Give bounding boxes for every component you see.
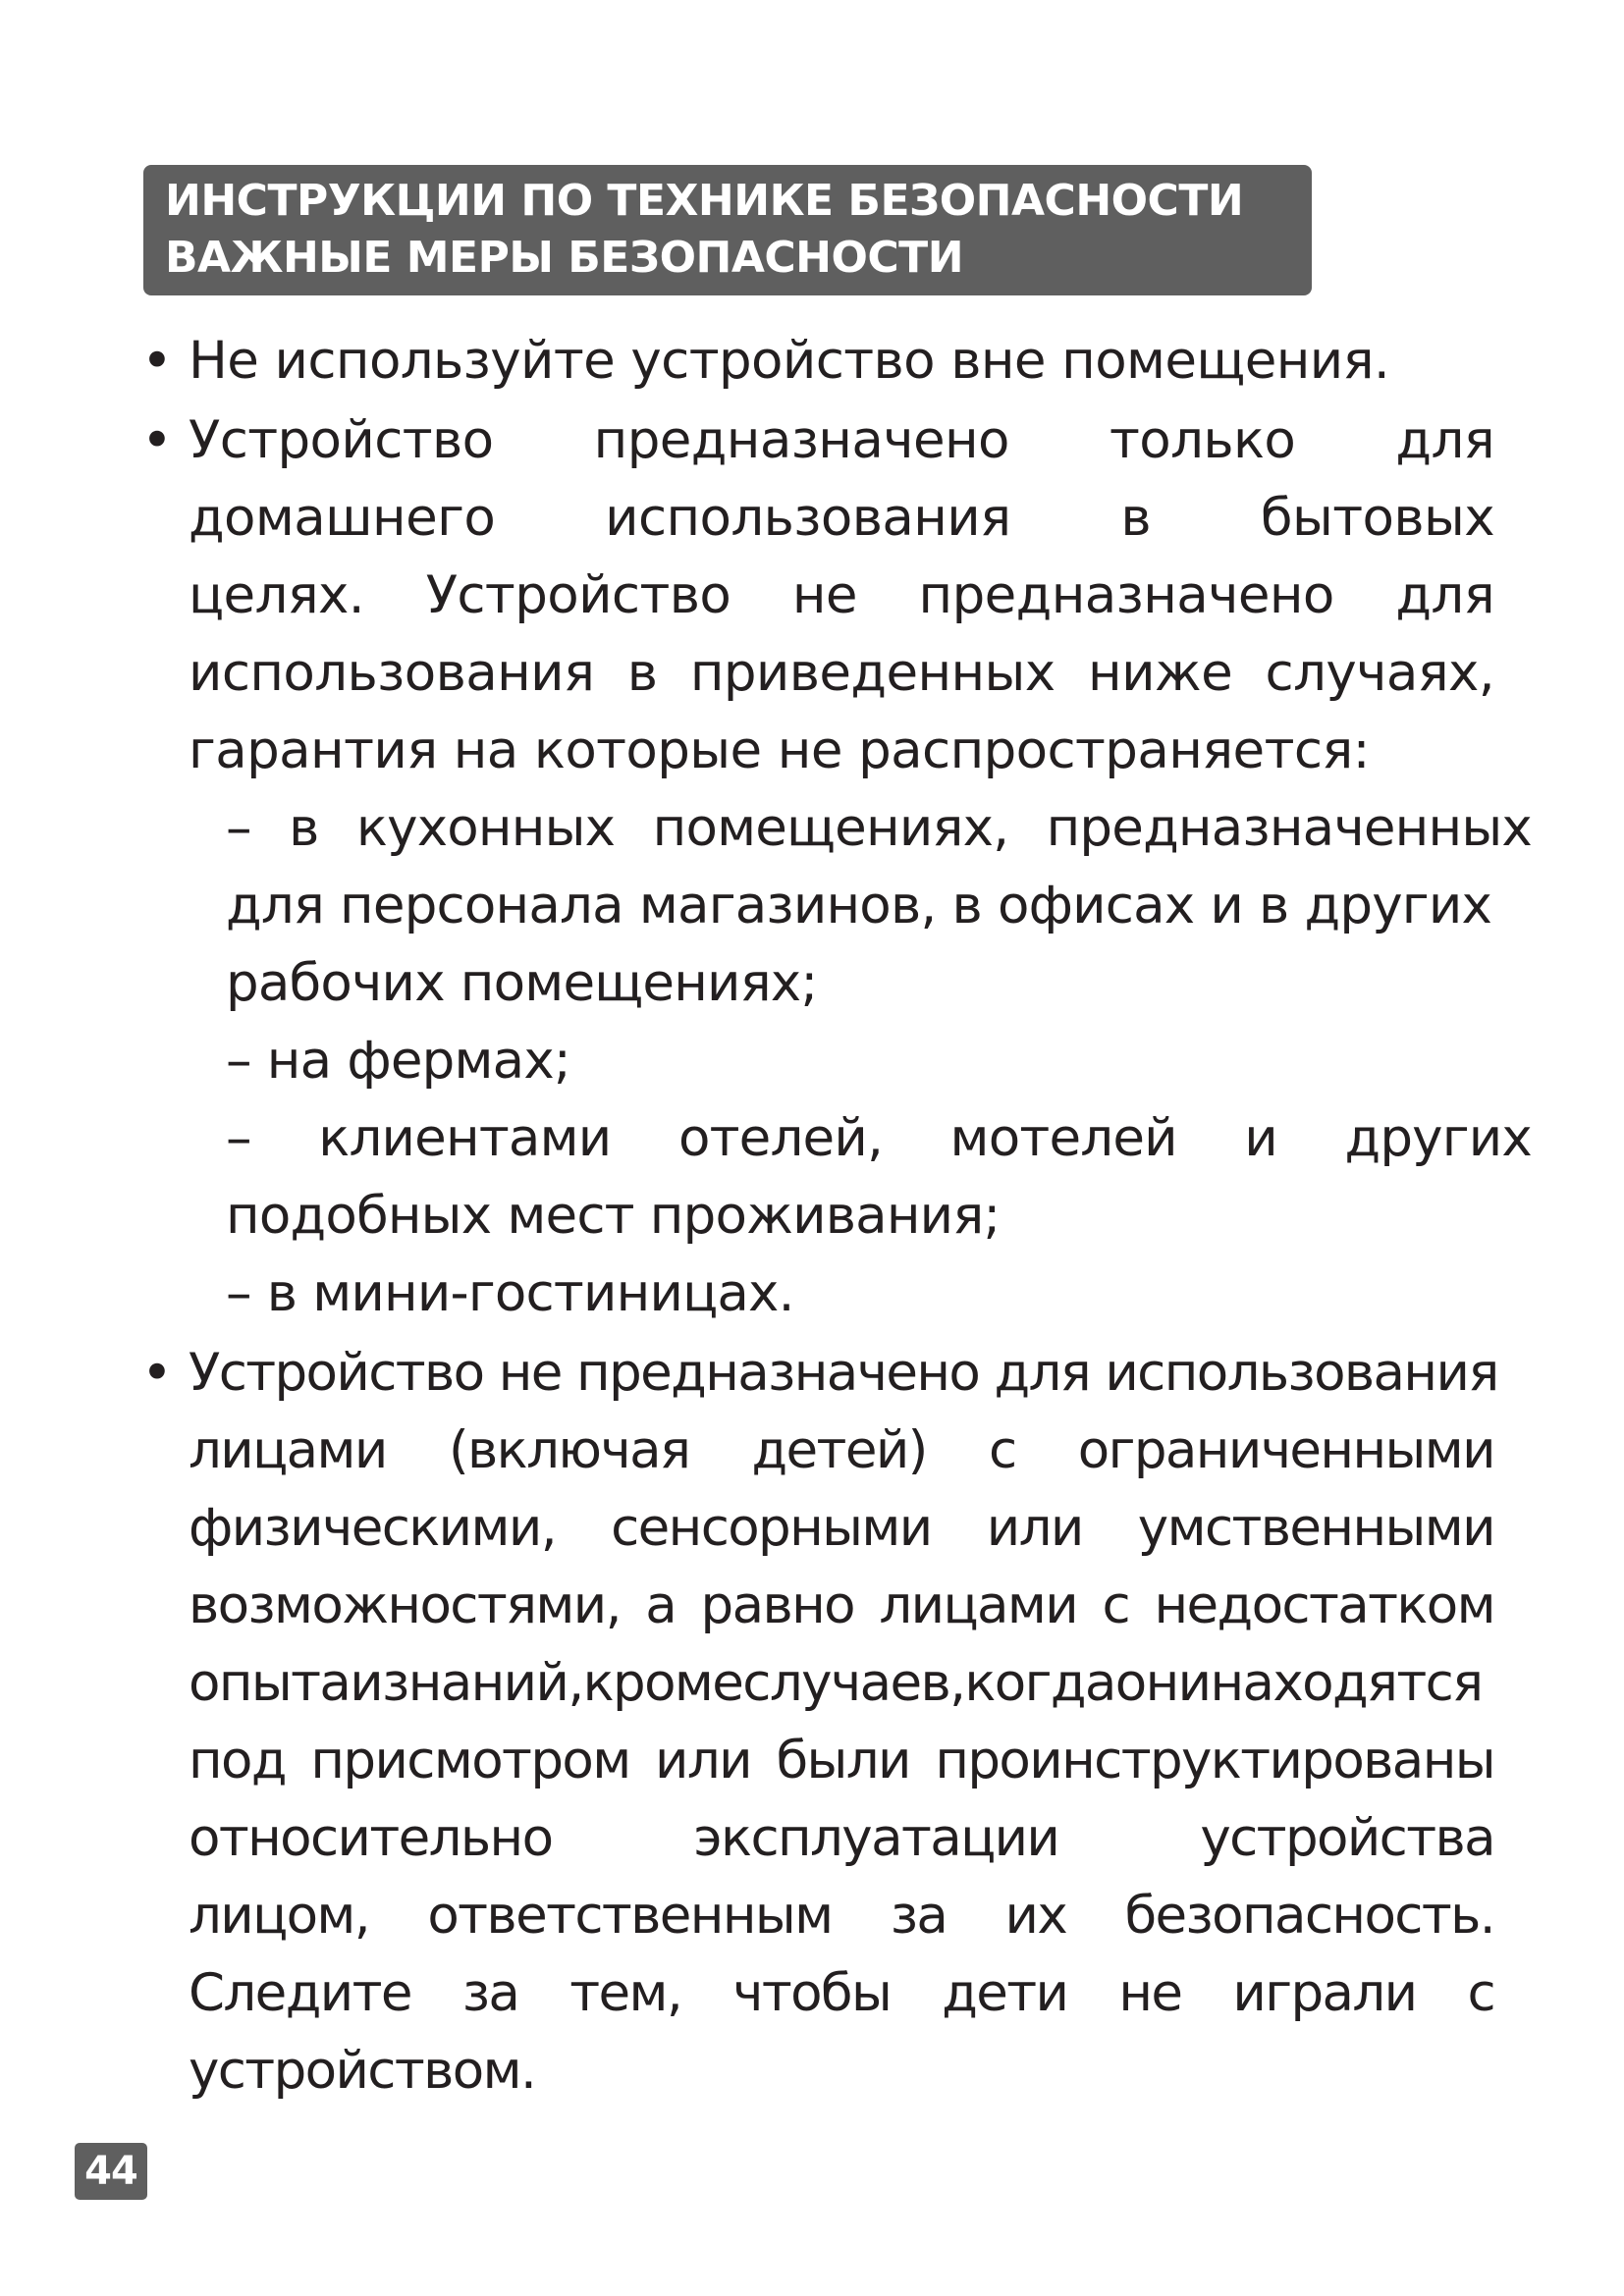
text-line: лицами (включая детей) с ограниченными [189,1420,1494,1480]
bullet-text [189,1334,1498,2109]
text-line: использования в приведенных ниже случаях, [189,643,1494,703]
text-line: Не используйте устройство вне помещения. [189,331,1390,391]
bullet-text [189,401,1532,1332]
text-line: Следите за тем, чтобы дети не играли с [189,1963,1494,2023]
header-title-line-1: ИНСТРУКЦИИ ПО ТЕХНИКЕ БЕЗОПАСНОСТИ [165,176,1244,226]
bullet-marker: • [141,1342,173,1404]
text-line: – клиентами отелей, мотелей и других [226,1108,1532,1168]
sub-item-kitchens [226,789,1532,1022]
text-line: подобных мест проживания; [226,1186,1001,1246]
text-line: домашнего использования в бытовых [189,488,1494,548]
page-number-badge: 44 [75,2143,147,2200]
text-line: – на фермах; [226,1031,570,1091]
text-line: относительно эксплуатации устройства [189,1808,1494,1868]
text-line: возможностями, а равно лицами с недостатком [189,1575,1494,1635]
text-line: – в кухонных помещениях, предназначенных [226,798,1532,858]
sub-item-mini-hotels [226,1255,1532,1332]
text-line: целях. Устройство не предназначено для [189,565,1494,625]
text-line: Устройство не предназначено для использования [189,1343,1498,1403]
bullet-marker: • [141,330,173,392]
section-header [143,165,1312,295]
text-line: физическими, сенсорными или умственными [189,1498,1494,1558]
text-line: под присмотром или были проинструктированы [189,1731,1494,1790]
text-line: опытаизнаний,кромеслучаев,когдаонинаходятся [189,1653,1483,1713]
sub-item-hotels [226,1099,1532,1255]
text-line: рабочих помещениях; [226,953,818,1013]
text-line: для персонала магазинов, в офисах и в других [226,876,1492,935]
bullet-item-outdoor-use [137,322,1492,400]
bullet-marker: • [141,409,173,471]
text-line: гарантия на которые не распространяется: [189,721,1370,780]
header-title-line-2: ВАЖНЫЕ МЕРЫ БЕЗОПАСНОСТИ [165,233,964,283]
safety-instructions-list [137,322,1532,2111]
text-line: лицом, ответственным за их безопасность. [189,1886,1494,1946]
bullet-item-restricted-persons [137,1334,1498,2109]
text-line: Устройство предназначено только для [189,410,1494,470]
text-line: – в мини-гостиницах. [226,1263,794,1323]
bullet-item-domestic-use [137,401,1532,1332]
bullet-text [189,322,1492,400]
text-line: устройством. [189,2041,536,2101]
sub-item-farms [226,1022,1532,1099]
